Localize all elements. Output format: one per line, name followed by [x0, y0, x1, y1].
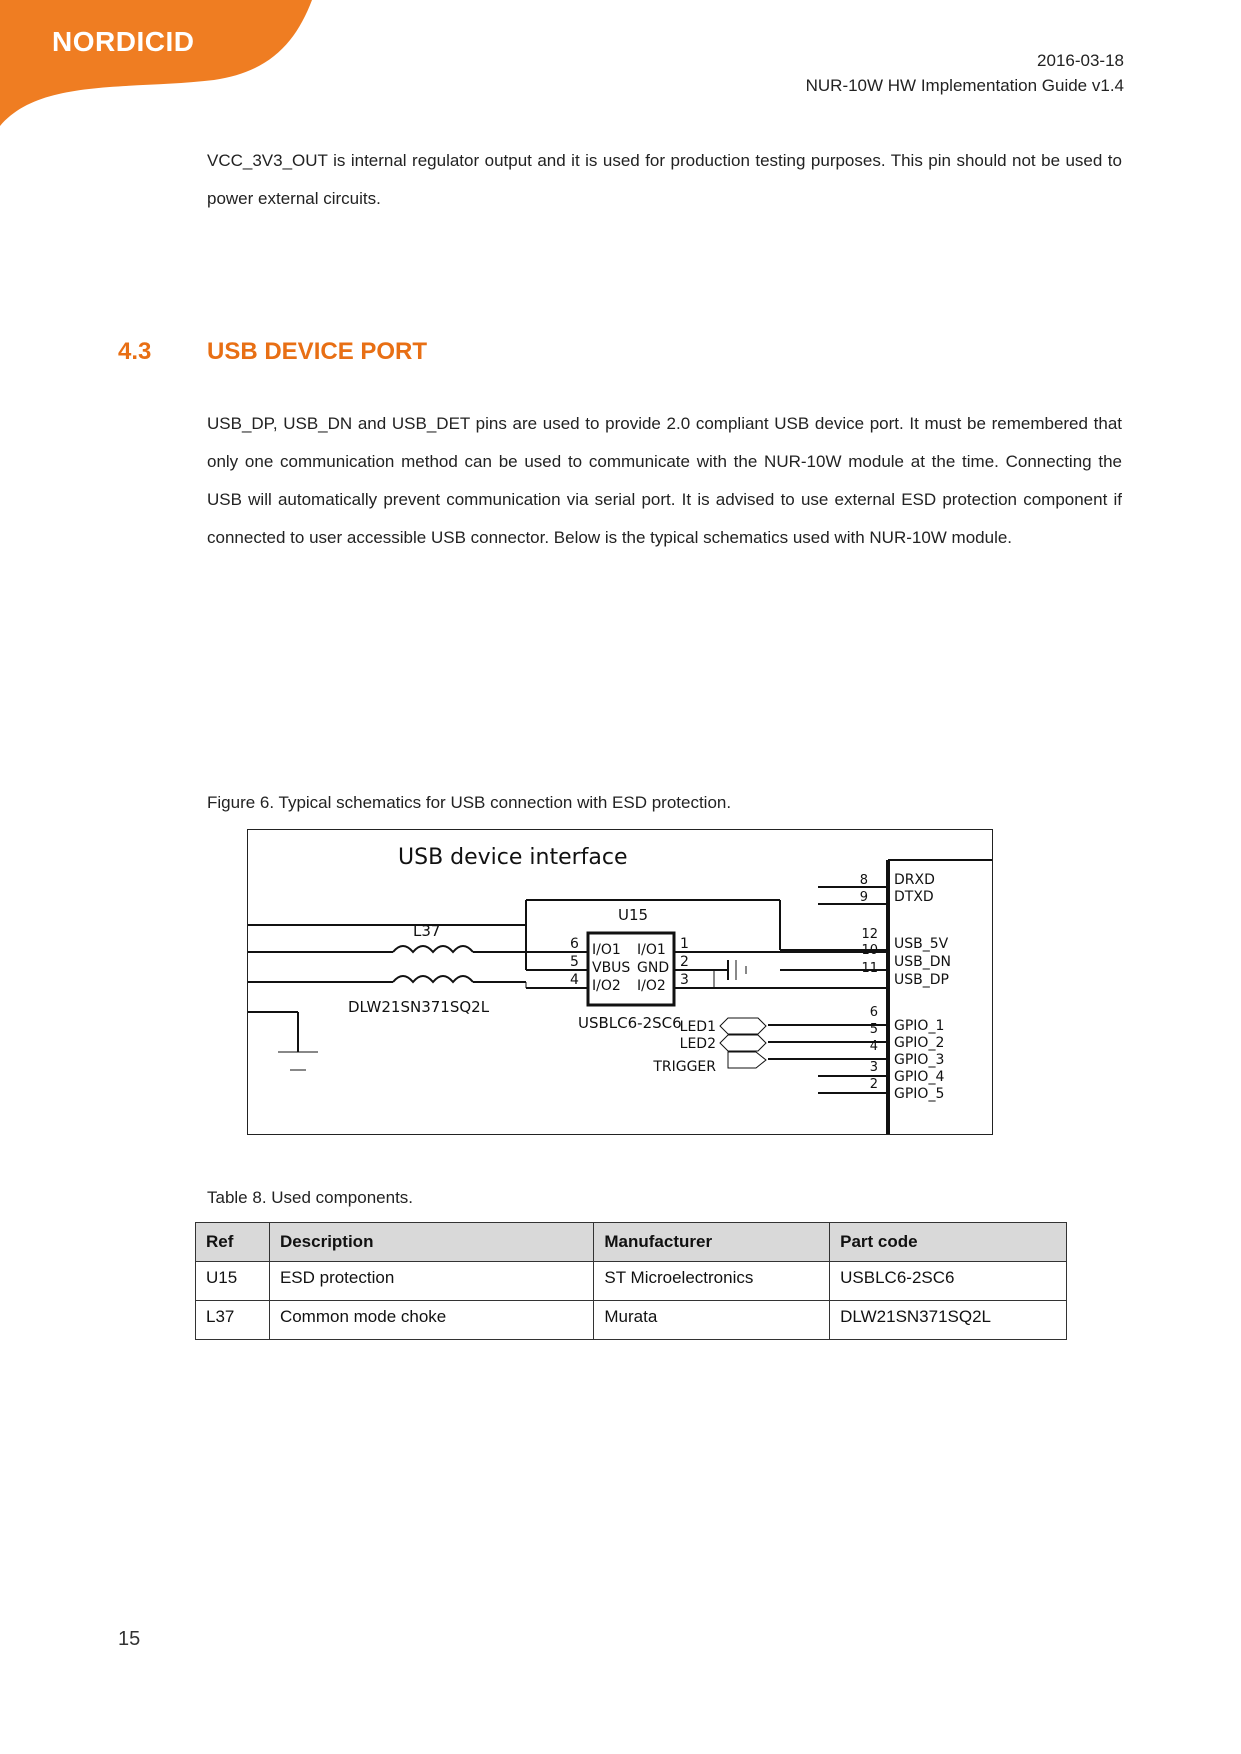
ic-pin-right-2: GND [637, 960, 670, 976]
schematic-drawing [248, 830, 992, 1134]
header-date: 2016-03-18 [1037, 51, 1124, 70]
logo-text: NORDICID [52, 26, 195, 57]
table-cell: DLW21SN371SQ2L [830, 1301, 1067, 1340]
module-pin-name: GPIO_1 [894, 1018, 945, 1034]
table-cell: Murata [594, 1301, 830, 1340]
usb-schematic [247, 829, 993, 1135]
ic-pin-left-2: VBUS [592, 960, 631, 976]
net-label-led2: LED2 [679, 1036, 716, 1052]
logo [0, 0, 320, 130]
ic-pin-num-1: 1 [680, 936, 689, 952]
module-pin-name: DTXD [894, 889, 934, 905]
table-cell: ST Microelectronics [594, 1262, 830, 1301]
trigger-port [728, 1052, 766, 1068]
led2-port [720, 1035, 766, 1051]
led1-port [720, 1018, 766, 1034]
section-number: 4.3 [118, 338, 152, 365]
module-pin-num: 6 [869, 1005, 878, 1020]
module-pin-name: USB_DN [894, 954, 951, 970]
table-cell: ESD protection [269, 1262, 593, 1301]
module-pin-num: 2 [869, 1077, 878, 1092]
module-pin-name: GPIO_4 [894, 1069, 945, 1085]
table-cell: L37 [196, 1301, 270, 1340]
table-caption: Table 8. Used components. [207, 1188, 414, 1207]
module-pin-name: USB_DP [894, 972, 949, 988]
ic-pin-left-3: I/O2 [592, 978, 621, 994]
ic-pin-right-1: I/O1 [637, 942, 666, 958]
ic-part: USBLC6-2SC6 [578, 1014, 682, 1032]
module-pin-name: GPIO_3 [894, 1052, 945, 1068]
page-header [806, 48, 1124, 98]
module-pin-num: 3 [869, 1060, 878, 1075]
choke-part: DLW21SN371SQ2L [348, 998, 490, 1016]
schematic-title: USB device interface [398, 845, 628, 870]
module-pin-num: 12 [861, 927, 878, 942]
table-cell: Common mode choke [269, 1301, 593, 1340]
table-header-cell: Ref [196, 1223, 270, 1262]
module-pin-name: GPIO_5 [894, 1086, 945, 1102]
header-doc-title: NUR-10W HW Implementation Guide v1.4 [805, 76, 1124, 95]
module-pin-num: 11 [861, 961, 878, 976]
table-cell: U15 [196, 1262, 270, 1301]
ic-pin-left-1: I/O1 [592, 942, 621, 958]
ic-pin-num-2: 2 [680, 954, 689, 970]
table-header-cell: Part code [830, 1223, 1067, 1262]
page-number: 15 [118, 1628, 141, 1650]
ic-pin-num-5: 5 [570, 954, 579, 970]
logo-swoosh [0, 0, 320, 130]
choke-ref: L37 [413, 922, 441, 940]
ic-pin-num-3: 3 [680, 972, 689, 988]
section-heading [118, 338, 427, 366]
table-header-cell: Manufacturer [594, 1223, 830, 1262]
intro-paragraph: VCC_3V3_OUT is internal regulator output and it is used for production testing purposes. This pin should not be used to power external circuits. [207, 151, 1122, 208]
module-pin-name: USB_5V [894, 936, 949, 952]
module-pin-name: GPIO_2 [894, 1035, 945, 1051]
module-pin-num: 4 [869, 1039, 878, 1054]
section-title: USB DEVICE PORT [207, 338, 428, 365]
ic-pin-right-3: I/O2 [637, 978, 666, 994]
module-pin-num: 10 [861, 943, 878, 958]
section-paragraph: USB_DP, USB_DN and USB_DET pins are used to provide 2.0 compliant USB device port. It must be remembered that only one communication method can be used to communicate with the NUR-10W module at the time. Connecting the USB will automatically prevent communication via serial port. It is advised to use external ESD protection component if connected to user accessible USB connector. Below is the typical schematics used with NUR-10W module. [207, 414, 1122, 547]
table-header-row [196, 1223, 1067, 1262]
table-header-cell: Description [269, 1223, 593, 1262]
net-label-trigger: TRIGGER [653, 1059, 716, 1075]
ic-pin-num-4: 4 [570, 972, 579, 988]
table-row [196, 1262, 1067, 1301]
components-table [195, 1222, 1067, 1340]
module-pin-num: 9 [859, 890, 868, 905]
ic-pin-num-6: 6 [570, 936, 579, 952]
net-label-led1: LED1 [679, 1019, 716, 1035]
table-row [196, 1301, 1067, 1340]
module-pin-num: 8 [859, 873, 868, 888]
module-pin-name: DRXD [894, 872, 935, 888]
table-cell: USBLC6-2SC6 [830, 1262, 1067, 1301]
ic-ref: U15 [618, 906, 649, 924]
figure-caption: Figure 6. Typical schematics for USB connection with ESD protection. [207, 793, 732, 812]
module-pin-num: 5 [869, 1022, 878, 1037]
